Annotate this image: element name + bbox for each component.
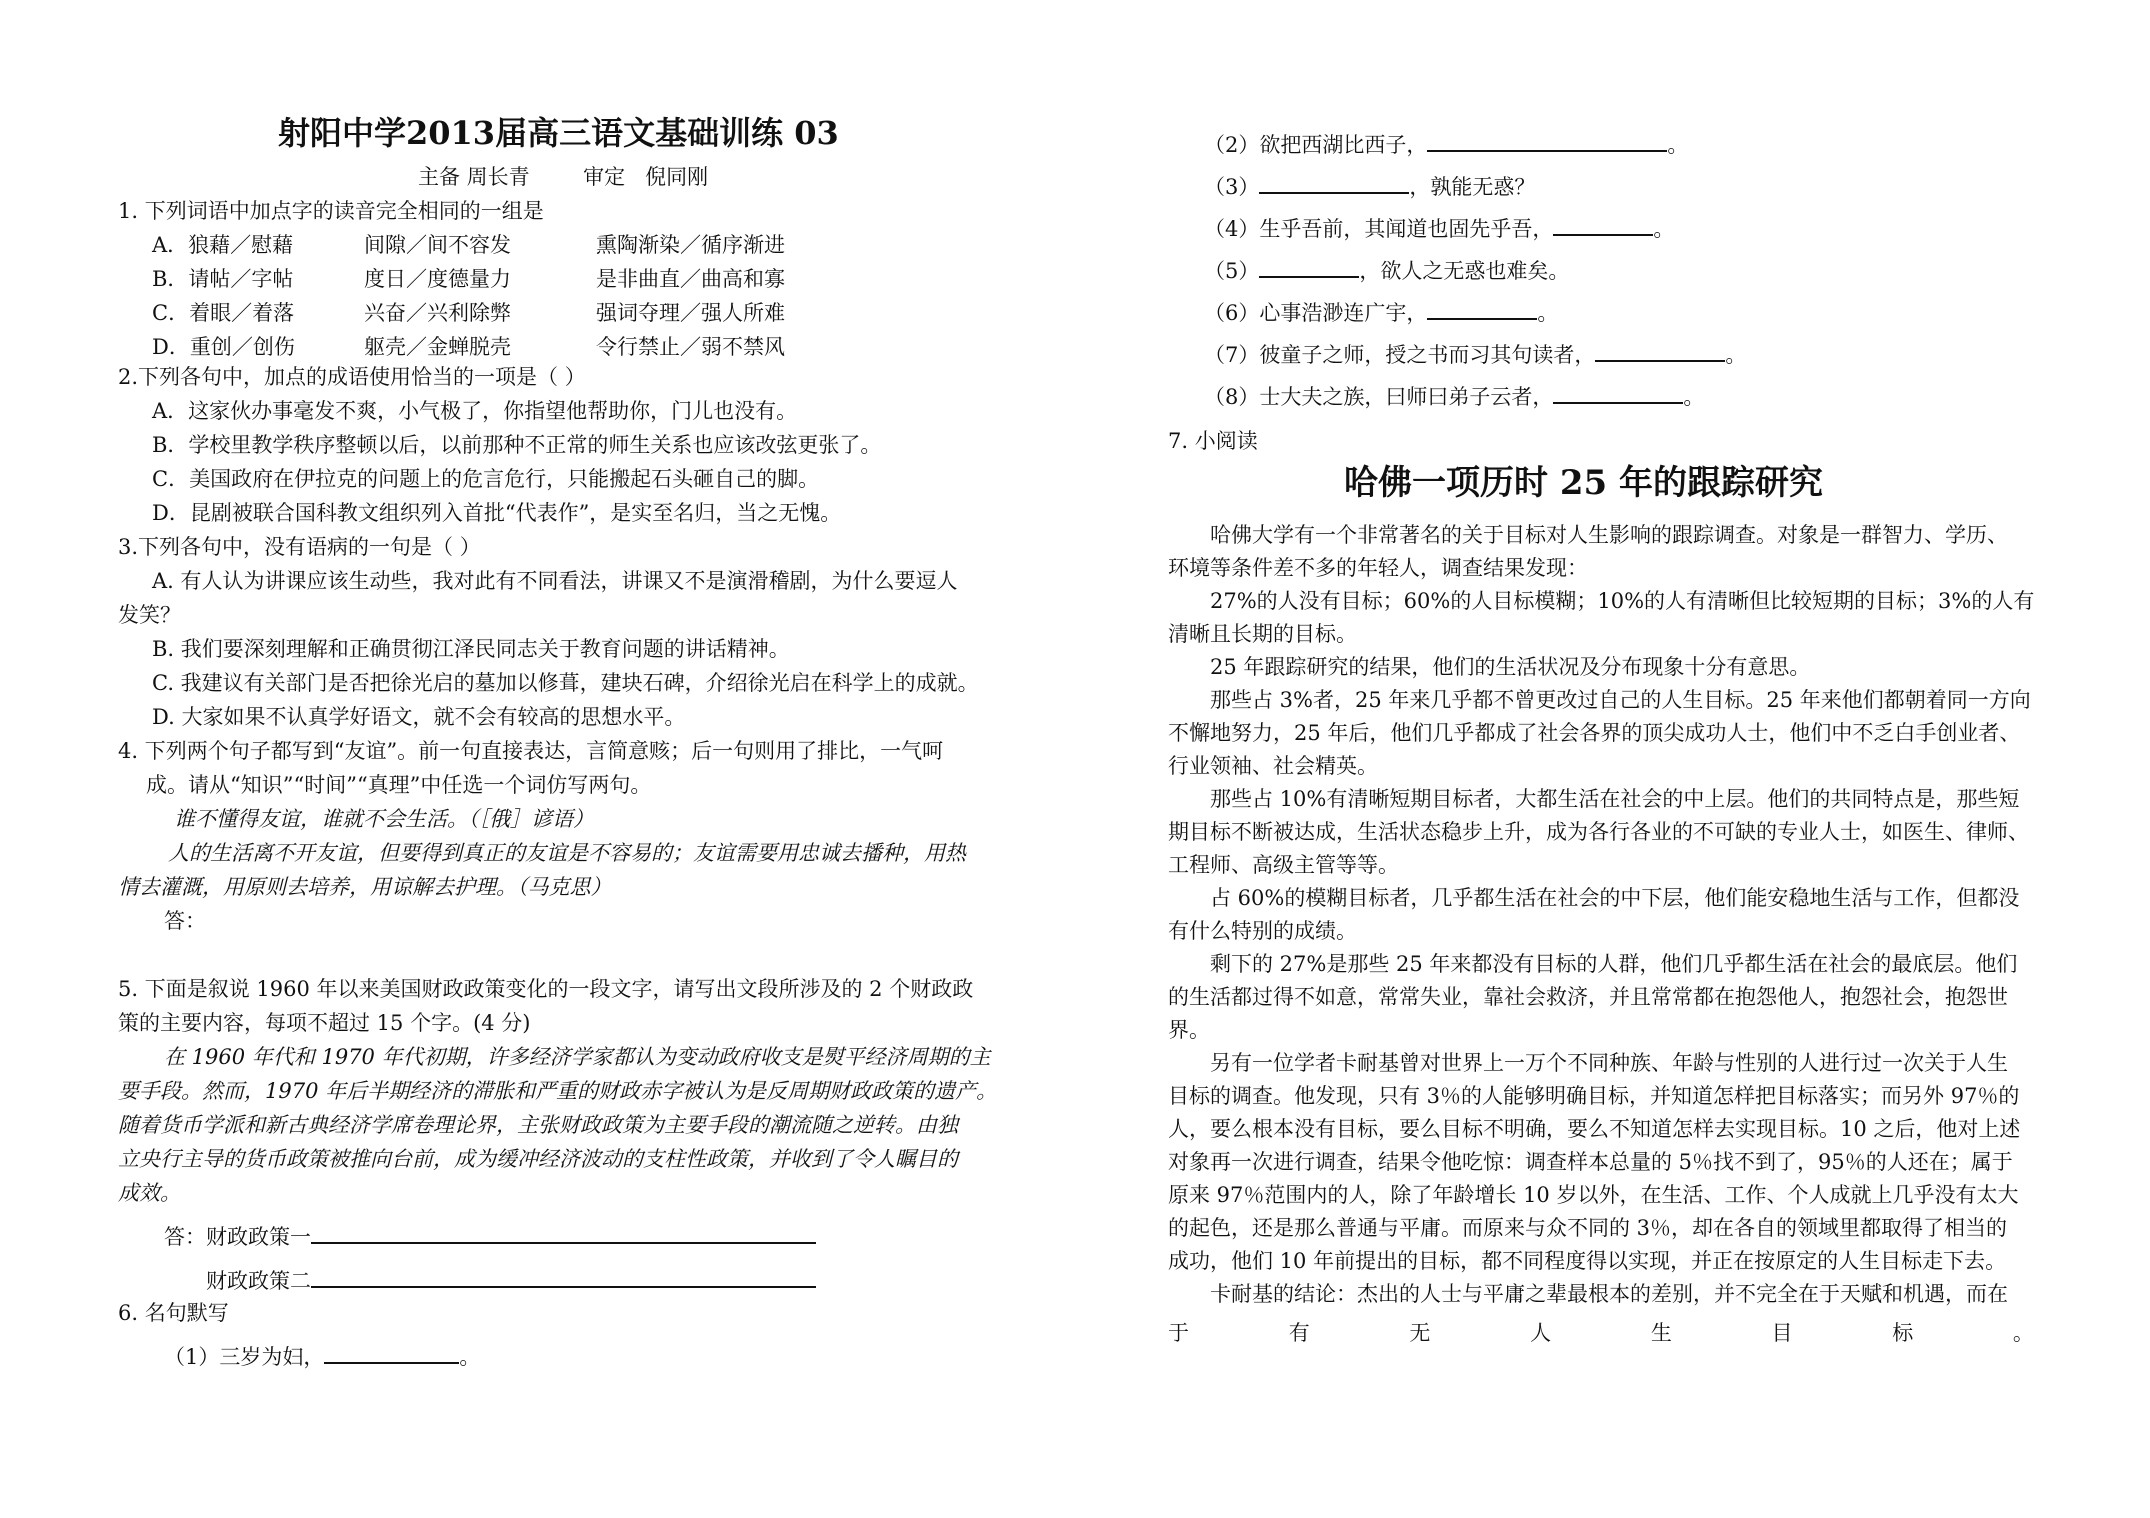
q6-item-4-text: （4）生乎吾前，其闻道也固先乎吾， bbox=[1204, 217, 1554, 241]
article-line: 目标的调查。他发现，只有 3％的人能够明确目标，并知道怎样把目标落实；而另外 97％的 bbox=[1168, 1084, 2020, 1108]
article-line: 那些占 3%者，25 年来几乎都不曾更改过自己的人生目标。25 年来他们都朝着同一方向 bbox=[1210, 688, 2031, 712]
q6-item-8-text: （8）士大夫之族，曰师曰弟子云者， bbox=[1204, 385, 1554, 409]
article-last-char: 。 bbox=[2012, 1321, 2034, 1345]
article-line: 对象再一次进行调查，结果令他吃惊：调查样本总量的 5％找不到了，95％的人还在；属于 bbox=[1168, 1150, 2013, 1174]
article-line: 行业领袖、社会精英。 bbox=[1168, 754, 1378, 778]
article-line: 界。 bbox=[1168, 1018, 1210, 1042]
article-last-char: 有 bbox=[1288, 1321, 1310, 1345]
article-line: 工程师、高级主管等等。 bbox=[1168, 853, 1399, 877]
article-line: 人，要么根本没有目标，要么目标不明确，要么不知道怎样去实现目标。10 之后，他对上述 bbox=[1168, 1117, 2021, 1141]
article-line: 另有一位学者卡耐基曾对世界上一万个不同种族、年龄与性别的人进行过一次关于人生 bbox=[1210, 1051, 2008, 1075]
q5-stem-cont: 策的主要内容，每项不超过 15 个字。(4 分) bbox=[118, 1011, 531, 1035]
article-line: 原来 97％范围内的人，除了年龄增长 10 岁以外，在生活、工作、个人成就上几乎没有太大 bbox=[1168, 1183, 2019, 1207]
period: 。 bbox=[1725, 343, 1747, 367]
q6-item-3-num: （3） bbox=[1204, 175, 1260, 199]
article-line: 成功，他们 10 年前提出的目标，都不同程度得以实现，并正在按原定的人生目标走下去。 bbox=[1168, 1249, 2007, 1273]
q3-option-b: B. 我们要深刻理解和正确贯彻江泽民同志关于教育问题的讲话精神。 bbox=[152, 637, 790, 661]
q4-stem: 4. 下列两个句子都写到“友谊”。前一句直接表达，言简意赅；后一句则用了排比，一气呵 bbox=[118, 739, 944, 763]
q1-option-cell: A．狼藉／慰藉 bbox=[152, 233, 294, 257]
article-last-line bbox=[1168, 1318, 2034, 1348]
article-line: 剩下的 27%是那些 25 年来都没有目标的人群，他们几乎都生活在社会的最底层。他们 bbox=[1210, 952, 2018, 976]
q1-option-cell: 是非曲直／曲高和寡 bbox=[596, 267, 785, 291]
article-last-char: 标 bbox=[1892, 1321, 1914, 1345]
q5-answer-1[interactable] bbox=[164, 1220, 816, 1252]
q2-option-c: C．美国政府在伊拉克的问题上的危言危行，只能搬起石头砸自己的脚。 bbox=[152, 467, 820, 491]
q6-item-3-blank[interactable] bbox=[1259, 170, 1409, 194]
q6-item-7[interactable] bbox=[1204, 338, 1746, 370]
q6-item-3[interactable] bbox=[1204, 170, 1535, 202]
q4-answer-label: 答： bbox=[164, 909, 206, 933]
q5-passage-1: 在 1960 年代和 1970 年代初期，许多经济学家都认为变动政府收支是熨平经济周期的主 bbox=[164, 1045, 991, 1069]
article-line: 清晰且长期的目标。 bbox=[1168, 622, 1357, 646]
q6-item-2-blank[interactable] bbox=[1427, 128, 1667, 152]
authors: 主备 周长青 审定 倪同刚 bbox=[418, 165, 709, 189]
q5-answer-2-label: 财政政策二 bbox=[206, 1269, 311, 1293]
q2-option-a: A．这家伙办事毫发不爽，小气极了，你指望他帮助你，门儿也没有。 bbox=[152, 399, 798, 423]
q6-item-1-blank[interactable] bbox=[324, 1340, 459, 1364]
q6-item-3-text: ，孰能无惑？ bbox=[1409, 175, 1536, 199]
q1-option-cell: D．重创／创伤 bbox=[152, 335, 295, 359]
article-last-char: 无 bbox=[1409, 1321, 1431, 1345]
q7-label: 7. 小阅读 bbox=[1168, 429, 1258, 453]
q6-item-4[interactable] bbox=[1204, 212, 1674, 244]
q5-answer-1-label: 答：财政政策一 bbox=[164, 1225, 311, 1249]
page-title: 射阳中学2013届高三语文基础训练 03 bbox=[278, 114, 839, 152]
q2-option-d: D．昆剧被联合国科教文组织列入首批“代表作”，是实至名归，当之无愧。 bbox=[152, 501, 842, 525]
q6-item-6[interactable] bbox=[1204, 296, 1558, 328]
q6-item-7-text: （7）彼童子之师，授之书而习其句读者， bbox=[1204, 343, 1596, 367]
q1-option-cell: C．着眼／着落 bbox=[152, 301, 295, 325]
q3-option-a-cont: 发笑？ bbox=[118, 603, 181, 627]
article-last-char: 生 bbox=[1650, 1321, 1672, 1345]
q6-item-1[interactable] bbox=[164, 1340, 480, 1372]
q6-item-8-blank[interactable] bbox=[1553, 380, 1683, 404]
article-last-char: 于 bbox=[1168, 1321, 1189, 1345]
article-last-char: 目 bbox=[1771, 1321, 1793, 1345]
article-line: 的生活都过得不如意，常常失业，靠社会救济，并且常常都在抱怨他人，抱怨社会，抱怨世 bbox=[1168, 985, 2008, 1009]
q4-sentence-2: 人的生活离不开友谊，但要得到真正的友谊是不容易的；友谊需要用忠诚去播种，用热 bbox=[168, 841, 966, 865]
q2-stem: 2.下列各句中，加点的成语使用恰当的一项是（ ） bbox=[118, 365, 586, 389]
q1-option-cell: 令行禁止／弱不禁风 bbox=[596, 335, 785, 359]
q5-passage-2: 要手段。然而，1970 年后半期经济的滞胀和严重的财政赤字被认为是反周期财政政策的遗产。 bbox=[118, 1079, 998, 1103]
q5-answer-2-blank[interactable] bbox=[311, 1264, 816, 1288]
period: 。 bbox=[1653, 217, 1675, 241]
q6-item-2-text: （2）欲把西湖比西子， bbox=[1204, 133, 1428, 157]
q5-answer-2[interactable] bbox=[206, 1264, 816, 1296]
q5-answer-1-blank[interactable] bbox=[311, 1220, 816, 1244]
q1-option-cell: 躯壳／金蝉脱壳 bbox=[364, 335, 511, 359]
q1-option-cell: 度日／度德量力 bbox=[364, 267, 511, 291]
q5-passage-4: 立央行主导的货币政策被推向台前，成为缓冲经济波动的支柱性政策，并收到了令人瞩目的 bbox=[118, 1147, 958, 1171]
article-last-char: 人 bbox=[1530, 1321, 1552, 1345]
period: 。 bbox=[1537, 301, 1559, 325]
article-line: 的起色，还是那么普通与平庸。而原来与众不同的 3％，却在各自的领域里都取得了相当的 bbox=[1168, 1216, 2008, 1240]
q3-option-d: D. 大家如果不认真学好语文，就不会有较高的思想水平。 bbox=[152, 705, 686, 729]
q4-sentence-2-cont: 情去灌溉，用原则去培养，用谅解去护理。（马克思） bbox=[118, 875, 612, 899]
article-line: 占 60%的模糊目标者，几乎都生活在社会的中下层，他们能安稳地生活与工作，但都没 bbox=[1210, 886, 2020, 910]
q5-passage-3: 随着货币学派和新古典经济学席卷理论界，主张财政政策为主要手段的潮流随之逆转。由独 bbox=[118, 1113, 958, 1137]
article-line: 卡耐基的结论：杰出的人士与平庸之辈最根本的差别，并不完全在于天赋和机遇，而在 bbox=[1210, 1282, 2008, 1306]
q6-item-8[interactable] bbox=[1204, 380, 1704, 412]
q6-item-2[interactable] bbox=[1204, 128, 1688, 160]
q6-stem: 6. 名句默写 bbox=[118, 1301, 229, 1325]
article-line: 期目标不断被达成，生活状态稳步上升，成为各行各业的不可缺的专业人士，如医生、律师、 bbox=[1168, 820, 2029, 844]
article-line: 那些占 10%有清晰短期目标者，大都生活在社会的中上层。他们的共同特点是，那些短 bbox=[1210, 787, 2020, 811]
q3-option-c: C. 我建议有关部门是否把徐光启的墓加以修葺，建块石碑，介绍徐光启在科学上的成就。 bbox=[152, 671, 979, 695]
q3-stem: 3.下列各句中，没有语病的一句是（ ） bbox=[118, 535, 481, 559]
q5-passage-5: 成效。 bbox=[118, 1181, 181, 1205]
q6-item-1-text: （1）三岁为妇， bbox=[164, 1345, 325, 1369]
q3-option-a: A. 有人认为讲课应该生动些，我对此有不同看法，讲课又不是演滑稽剧，为什么要逗人 bbox=[152, 569, 958, 593]
q6-item-6-text: （6）心事浩渺连广宇， bbox=[1204, 301, 1428, 325]
article-line: 哈佛大学有一个非常著名的关于目标对人生影响的跟踪调查。对象是一群智力、学历、 bbox=[1210, 523, 2008, 547]
q1-option-cell: 兴奋／兴利除弊 bbox=[364, 301, 511, 325]
q6-item-4-blank[interactable] bbox=[1553, 212, 1653, 236]
article-line: 27%的人没有目标；60%的人目标模糊；10%的人有清晰但比较短期的目标；3%的人有 bbox=[1210, 589, 2035, 613]
q1-stem: 1. 下列词语中加点字的读音完全相同的一组是 bbox=[118, 199, 544, 223]
q6-item-5-blank[interactable] bbox=[1259, 254, 1359, 278]
q4-stem-cont: 成。请从“知识”“时间”“真理”中任选一个词仿写两句。 bbox=[146, 773, 652, 797]
q6-item-6-blank[interactable] bbox=[1427, 296, 1537, 320]
article-line: 25 年跟踪研究的结果，他们的生活状况及分布现象十分有意思。 bbox=[1210, 655, 1811, 679]
q4-sentence-1: 谁不懂得友谊，谁就不会生活。（［俄］谚语） bbox=[174, 807, 594, 831]
article-line: 不懈地努力，25 年后，他们几乎都成了社会各界的顶尖成功人士，他们中不乏白手创业者、 bbox=[1168, 721, 2021, 745]
q5-stem: 5. 下面是叙说 1960 年以来美国财政政策变化的一段文字，请写出文段所涉及的 2 个财政政 bbox=[118, 977, 974, 1001]
period: 。 bbox=[1683, 385, 1705, 409]
period: 。 bbox=[459, 1345, 481, 1369]
q1-option-cell: 强词夺理／强人所难 bbox=[596, 301, 785, 325]
q6-item-5-num: （5） bbox=[1204, 259, 1260, 283]
q6-item-7-blank[interactable] bbox=[1595, 338, 1725, 362]
q2-option-b: B．学校里教学秩序整顿以后，以前那种不正常的师生关系也应该改弦更张了。 bbox=[152, 433, 882, 457]
q1-option-cell: B．请帖／字帖 bbox=[152, 267, 294, 291]
q6-item-5[interactable] bbox=[1204, 254, 1569, 286]
article-line: 有什么特别的成绩。 bbox=[1168, 919, 1357, 943]
q1-option-cell: 熏陶渐染／循序渐进 bbox=[596, 233, 785, 257]
q6-item-5-text: ，欲人之无惑也难矣。 bbox=[1359, 259, 1570, 283]
article-line: 环境等条件差不多的年轻人，调查结果发现： bbox=[1168, 556, 1588, 580]
period: 。 bbox=[1667, 133, 1689, 157]
article-title: 哈佛一项历时 25 年的跟踪研究 bbox=[1344, 463, 1823, 503]
q1-option-cell: 间隙／间不容发 bbox=[364, 233, 511, 257]
